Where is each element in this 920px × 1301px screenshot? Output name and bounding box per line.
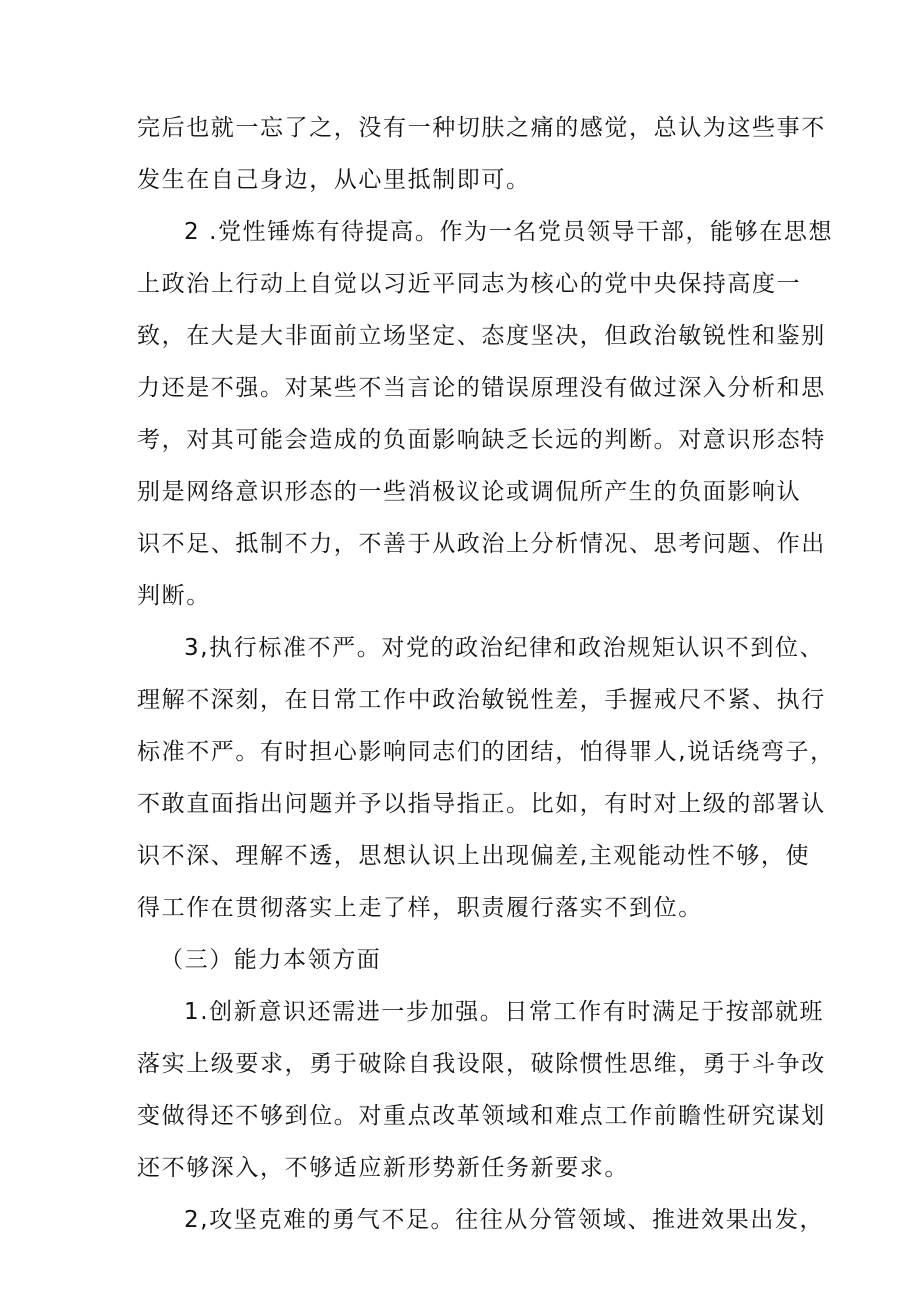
text-line [0, 518, 920, 570]
text-line [0, 674, 920, 726]
line-text: 得工作在贯彻落实上走了样，职责履行落实不到位。 [137, 895, 703, 921]
text-line [0, 622, 920, 674]
text-line [0, 1142, 920, 1194]
text-line [0, 154, 920, 206]
text-line [0, 1194, 920, 1246]
line-text: 2,攻坚克难的勇气不足。往往从分管领域、推进效果出发， [184, 1207, 825, 1233]
text-line [0, 466, 920, 518]
text-line [0, 882, 920, 934]
section-heading-text: （三）能力本领方面 [160, 947, 382, 973]
line-text: 1.创新意识还需进一步加强。日常工作有时满足于按部就班 [184, 999, 825, 1025]
text-line [0, 310, 920, 362]
text-line [0, 1038, 920, 1090]
text-line [0, 986, 920, 1038]
text-line [0, 414, 920, 466]
line-text: 不敢直面指出问题并予以指导指正。比如，有时对上级的部署认 [137, 791, 826, 817]
text-line [0, 206, 920, 258]
line-text: 还不够深入，不够适应新形势新任务新要求。 [137, 1155, 629, 1181]
line-text: 识不深、理解不透，思想认识上出现偏差,主观能动性不够，使 [137, 843, 811, 869]
text-line [0, 258, 920, 310]
line-text: 力还是不强。对某些不当言论的错误原理没有做过深入分析和思 [137, 375, 826, 401]
line-text: 3,执行标准不严。对党的政治纪律和政治规矩认识不到位、 [184, 635, 825, 661]
line-text: 别是网络意识形态的一些消极议论或调侃所产生的负面影响认 [137, 479, 802, 505]
text-line [0, 362, 920, 414]
line-text: 理解不深刻，在日常工作中政治敏锐性差，手握戒尺不紧、执行 [137, 687, 826, 713]
line-text: 落实上级要求，勇于破除自我设限，破除惯性思维，勇于斗争改 [137, 1051, 826, 1077]
line-text: 2 .党性锤炼有待提高。作为一名党员领导干部，能够在思想 [184, 219, 834, 245]
line-text: 发生在自己身边，从心里抵制即可。 [137, 167, 531, 193]
text-line [0, 570, 920, 622]
line-text: 判断。 [137, 583, 211, 609]
section-heading [0, 934, 920, 986]
line-text: 识不足、抵制不力，不善于从政治上分析情况、思考问题、作出 [137, 531, 826, 557]
line-text: 标准不严。有时担心影响同志们的团结，怕得罪人,说话绕弯子， [137, 739, 835, 765]
line-text: 变做得还不够到位。对重点改革领域和难点工作前瞻性研究谋划 [137, 1103, 826, 1129]
line-text: 致，在大是大非面前立场坚定、态度坚决，但政治敏锐性和鉴别 [137, 323, 826, 349]
line-text: 完后也就一忘了之，没有一种切肤之痛的感觉，总认为这些事不 [137, 115, 826, 141]
text-line [0, 102, 920, 154]
text-line [0, 1090, 920, 1142]
line-text: 上政治上行动上自觉以习近平同志为核心的党中央保持高度一 [137, 271, 802, 297]
text-line [0, 778, 920, 830]
text-line [0, 726, 920, 778]
line-text: 考，对其可能会造成的负面影响缺乏长远的判断。对意识形态特 [137, 427, 826, 453]
text-line [0, 830, 920, 882]
